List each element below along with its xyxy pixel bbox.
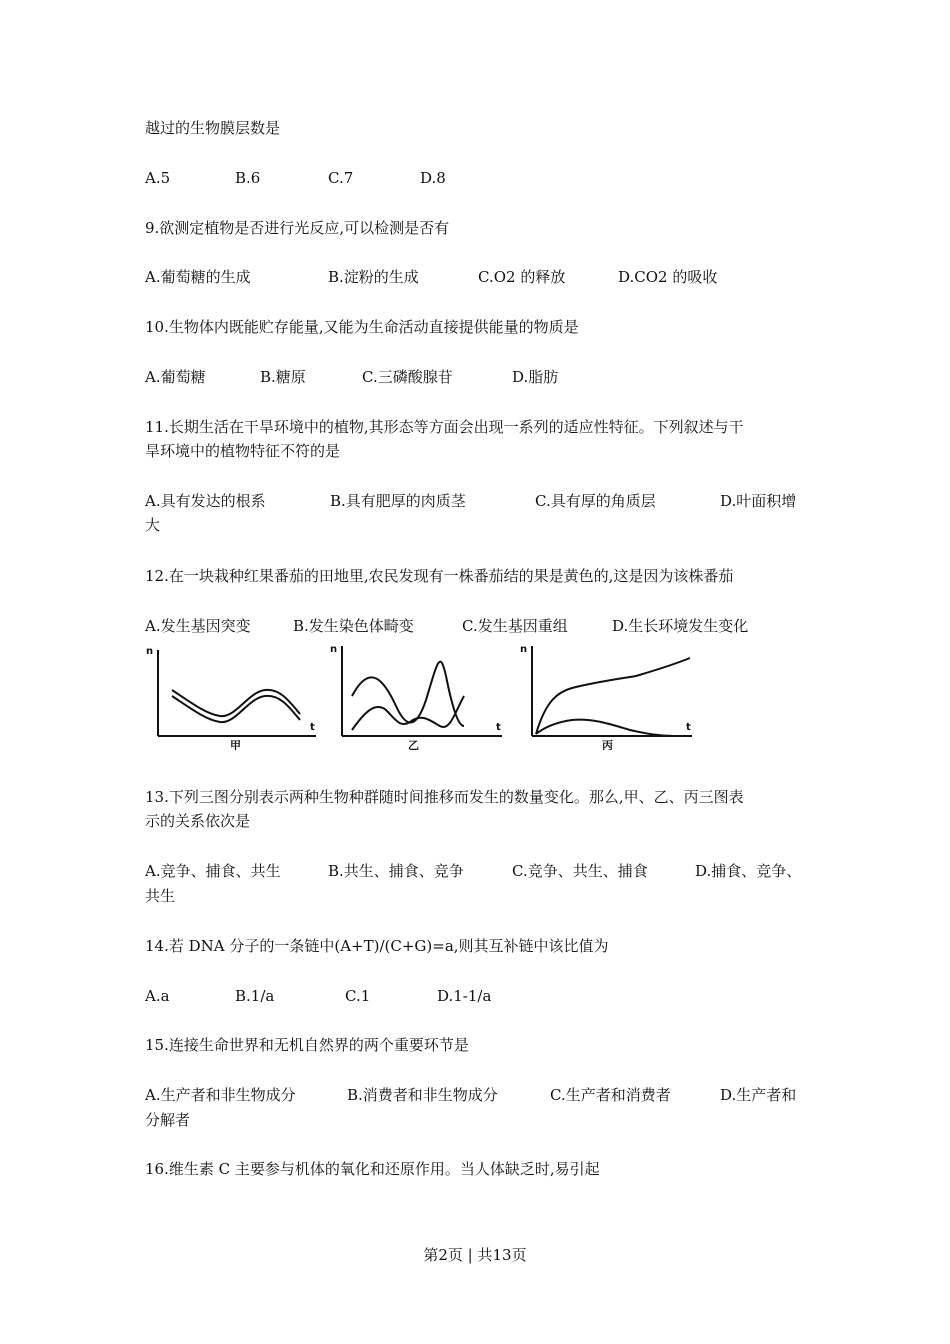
caption-bing: 丙 — [602, 739, 613, 750]
q11-option-d: D.叶面积增 — [720, 492, 797, 510]
q8-option-c: C.7 — [328, 169, 354, 187]
q8-stem: 越过的生物膜层数是 — [145, 119, 281, 137]
figure-bing — [532, 646, 692, 736]
q15-option-b: B.消费者和非生物成分 — [347, 1086, 498, 1104]
q10-option-b: B.糖原 — [260, 368, 306, 386]
q9-option-d: D.CO2 的吸收 — [618, 268, 718, 286]
q13-option-a: A.竞争、捕食、共生 — [145, 862, 281, 880]
q13-stem-line1: 13.下列三图分别表示两种生物种群随时间推移而发生的数量变化。那么,甲、乙、丙三图表 — [145, 788, 744, 806]
q13-option-b: B.共生、捕食、竞争 — [328, 862, 464, 880]
caption-yi: 乙 — [408, 739, 419, 750]
q9-stem: 9.欲测定植物是否进行光反应,可以检测是否有 — [145, 219, 450, 237]
yi-curve-2 — [352, 696, 464, 730]
q14-option-a: A.a — [145, 987, 170, 1005]
q15-stem: 15.连接生命世界和无机自然界的两个重要环节是 — [145, 1036, 469, 1054]
q11-stem-line2: 旱环境中的植物特征不符的是 — [145, 442, 341, 460]
q8-option-b: B.6 — [235, 169, 261, 187]
q11-option-wrap: 大 — [145, 516, 161, 534]
q10-option-d: D.脂肪 — [512, 368, 559, 386]
q12-option-c: C.发生基因重组 — [462, 617, 568, 635]
yi-curve-1 — [352, 662, 464, 726]
q14-option-b: B.1/a — [235, 987, 275, 1005]
jia-curve-1 — [172, 690, 300, 716]
q15-option-a: A.生产者和非生物成分 — [145, 1086, 296, 1104]
q15-option-c: C.生产者和消费者 — [550, 1086, 671, 1104]
q12-option-d: D.生长环境发生变化 — [612, 617, 749, 635]
q15-option-d: D.生产者和 — [720, 1086, 797, 1104]
bing-curve-2 — [536, 720, 674, 736]
q14-stem: 14.若 DNA 分子的一条链中(A+T)/(C+G)=a,则其互补链中该比值为 — [145, 937, 609, 955]
q11-option-c: C.具有厚的角质层 — [535, 492, 656, 510]
q12-stem: 12.在一块栽种红果番茄的田地里,农民发现有一株番茄结的果是黄色的,这是因为该株番茄 — [145, 567, 734, 585]
q14-option-c: C.1 — [345, 987, 371, 1005]
q14-option-d: D.1-1/a — [437, 987, 492, 1005]
q8-option-d: D.8 — [420, 169, 446, 187]
q13-option-d: D.捕食、竞争、 — [695, 862, 802, 880]
page-footer: 第2页 | 共13页 — [423, 1246, 527, 1264]
q13-option-wrap: 共生 — [145, 887, 176, 905]
q10-option-a: A.葡萄糖 — [145, 368, 206, 386]
population-figures — [140, 640, 700, 750]
q12-option-a: A.发生基因突变 — [145, 617, 251, 635]
bing-y-label: n — [520, 644, 528, 655]
q12-option-b: B.发生染色体畸变 — [293, 617, 414, 635]
yi-y-label: n — [330, 644, 338, 655]
q11-stem-line1: 11.长期生活在干旱环境中的植物,其形态等方面会出现一系列的适应性特征。下列叙述与干 — [145, 418, 744, 436]
q13-option-c: C.竞争、共生、捕食 — [512, 862, 648, 880]
figure-jia — [158, 650, 316, 736]
q13-stem-line2: 示的关系依次是 — [145, 812, 251, 830]
q15-option-wrap: 分解者 — [145, 1111, 191, 1129]
q9-option-a: A.葡萄糖的生成 — [145, 268, 251, 286]
q11-option-b: B.具有肥厚的肉质茎 — [330, 492, 466, 510]
q8-option-a: A.5 — [145, 169, 171, 187]
figure-yi — [342, 646, 502, 736]
bing-x-label: t — [686, 722, 691, 733]
caption-jia: 甲 — [230, 739, 241, 750]
q9-option-b: B.淀粉的生成 — [328, 268, 419, 286]
yi-x-label: t — [496, 722, 501, 733]
q10-option-c: C.三磷酸腺苷 — [362, 368, 453, 386]
q16-stem: 16.维生素 C 主要参与机体的氧化和还原作用。当人体缺乏时,易引起 — [145, 1160, 600, 1178]
q11-option-a: A.具有发达的根系 — [145, 492, 266, 510]
q9-option-c: C.O2 的释放 — [478, 268, 566, 286]
jia-y-label: n — [146, 646, 154, 657]
q10-stem: 10.生物体内既能贮存能量,又能为生命活动直接提供能量的物质是 — [145, 318, 579, 336]
jia-x-label: t — [310, 722, 315, 733]
